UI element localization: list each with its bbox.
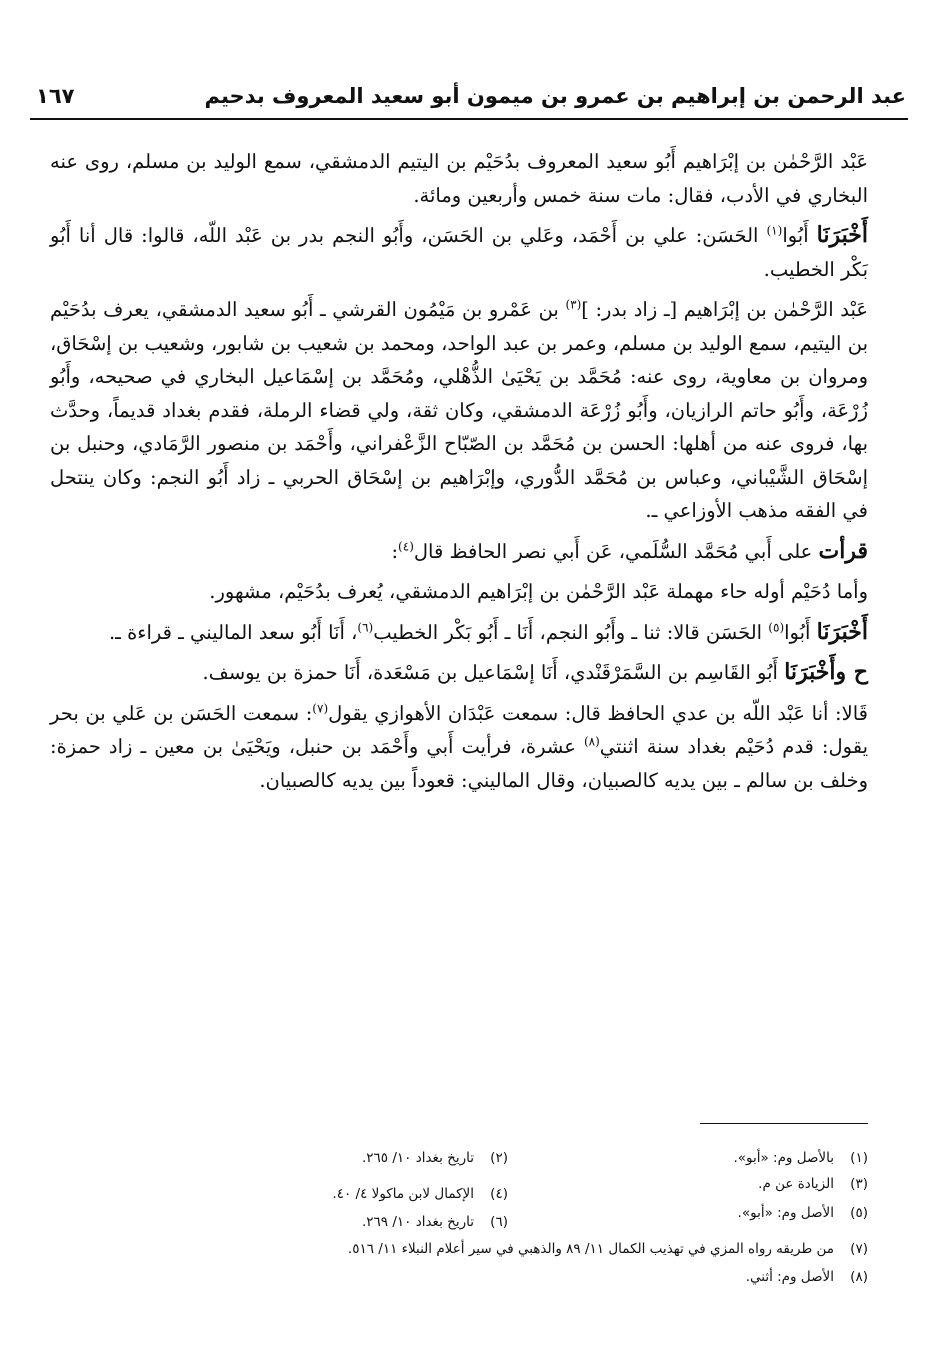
footnote-ref: (٦) — [357, 620, 374, 634]
footnote-divider — [700, 1123, 868, 1124]
page-number: ١٦٧ — [36, 84, 75, 108]
footnote-7: (٧)من طريقه رواه المزي في تهذيب الكمال ١١/ ٨٩ والذهبي في سير أعلام النبلاء ١١/ ٥١٦. — [347, 1241, 868, 1257]
footnote-ref: (٨) — [583, 734, 600, 749]
footnote-ref: (٥) — [768, 620, 785, 634]
paragraph-isnad-3: ح وأَخْبَرَنَا أَبُو القَاسِم بن السَّمَرْقَنْدي، أَنَا إسْمَاعيل بن مَسْعَدة، أَنَا حمزة بن يوسف. — [202, 659, 868, 685]
footnote-8: (٨)الأصل وم: أثني. — [745, 1269, 868, 1285]
paragraph-reading: قرأت على أَبي مُحَمَّد السُّلَمي، عَن أَبي نصر الحافظ قال$^{(٤)}$: — [391, 537, 868, 564]
footnote-ref: (٤) — [398, 539, 414, 553]
footnote-5: (٥)الأصل وم: «أبو». — [737, 1205, 868, 1221]
lead-word: أَخْبَرَنَا — [816, 618, 868, 645]
footnote-6: (٦)تاريخ بغداد ١٠/ ٢٦٩. — [362, 1214, 508, 1230]
page-header — [30, 84, 908, 120]
lead-word: أَخْبَرَنَا — [816, 222, 868, 248]
footnote-2: (٢)تاريخ بغداد ١٠/ ٢٦٥. — [362, 1150, 508, 1166]
footnote-ref: (٣) — [565, 297, 582, 312]
running-title: عبد الرحمن بن إبراهيم بن عمرو بن ميمون أبو سعيد المعروف بدحيم — [204, 84, 906, 108]
paragraph-biography-intro: عَبْد الرَّحْمٰن بن إبْرَاهيم أَبُو سعيد المعروف بدُحَيْم بن اليتيم الدمشقي، سمع الوليد بن مسلم، روى عنه البخاري في الأدب، فقال: مات سنة خمس وأربعين ومائة. — [50, 150, 868, 207]
footnote-4: (٤)الإكمال لابن ماكولا ٤/ ٤٠. — [332, 1186, 508, 1202]
footnote-1: (١)بالأصل وم: «أبو». — [733, 1150, 868, 1166]
footnote-ref: (١) — [766, 223, 783, 238]
footnote-ref: (٧) — [312, 701, 329, 715]
lead-word: ح وأَخْبَرَنَا — [784, 659, 868, 685]
main-text — [50, 145, 868, 804]
paragraph-isnad-2: أَخْبَرَنَا أَبُوا$^{(٥)}$ الحَسَن قالا: ثنا ـ وأَبُو النجم، أَنَا ـ أَبُو بَكْر الخطيب$^{(٦)}$، أَنَا أَبُو سعد الماليني ـ قراءة ـ. — [108, 618, 868, 645]
lead-word: قرأت — [818, 537, 868, 564]
paragraph-isnad-1: أَخْبَرَنَا أَبُوا$^{(١)}$ الحَسَن: علي بن أَحْمَد، وعَلي بن الحَسَن، وأَبُو النجم بدر بن عَبْد اللّه، قالوا: قال أنا أَبُو بَكْر الخطيب. — [50, 222, 868, 281]
paragraph-biography-main: عَبْد الرَّحْمٰن بن إبْرَاهيم [ـ زاد بدر: ]$^{(٣)}$ بن عَمْرو بن مَيْمُون القرشي ـ أَبُو سعيد الدمشقي، يعرف بدُحَيْم بن اليتيم، سمع الوليد بن مسلم، وعمر بن عبد الواحد، ومحمد بن شعيب بن شابور، وشعيب بن إسْحَاق، ومروان بن معاوية، روى عنه: مُحَمَّد بن يَحْيَىٰ الذُّهْلي، ومُحَمَّد بن إسْمَاعيل البخاري في صحيحه، وأَبُو زُرْعَة، وأَبُو حاتم الرازيان، وأَبُو زُرْعَة الدمشقي، وكان ثقة، ولي قضاء الرملة، فقدم بغداد قديماً، وحدَّث بها، فروى عنه من أهلها: الحسن بن مُحَمَّد بن الصّبّاح الزَّعْفراني، وأَحْمَد بن منصور الرَّمَادي، وحنبل بن إسْحَاق الشَّيْباني، وعباس بن مُحَمَّد الدُّوري، وإبْرَاهيم بن إسْحَاق الحربي ـ زاد أَبُو النجم: وكان ينتحل في الفقه مذهب الأوزاعي ـ. — [50, 297, 869, 522]
footnote-3: (٣)الزيادة عن م. — [758, 1176, 868, 1192]
paragraph-name-spelling: وأما دُحَيْم أوله حاء مهملة عَبْد الرَّحْمٰن بن إبْرَاهيم الدمشقي، يُعرف بدُحَيْم، مشهور. — [209, 580, 868, 603]
paragraph-report: قَالا: أنا عَبْد اللّه بن عدي الحافظ قال: سمعت عَبْدَان الأهوازي يقول$^{(٧)}$: سمعت الحَسَن بن عَلي بن بحر يقول: قدم دُحَيْم بغداد سنة اثنتي$^{(٨)}$ عشرة، فرأيت أَبي وأَحْمَد بن حنبل، ويَحْيَىٰ بن معين ـ زاد حمزة: وخلف بن سالم ـ بين يديه كالصبيان، وقال الماليني: قعوداً بين يديه كالصبيان. — [50, 701, 869, 792]
